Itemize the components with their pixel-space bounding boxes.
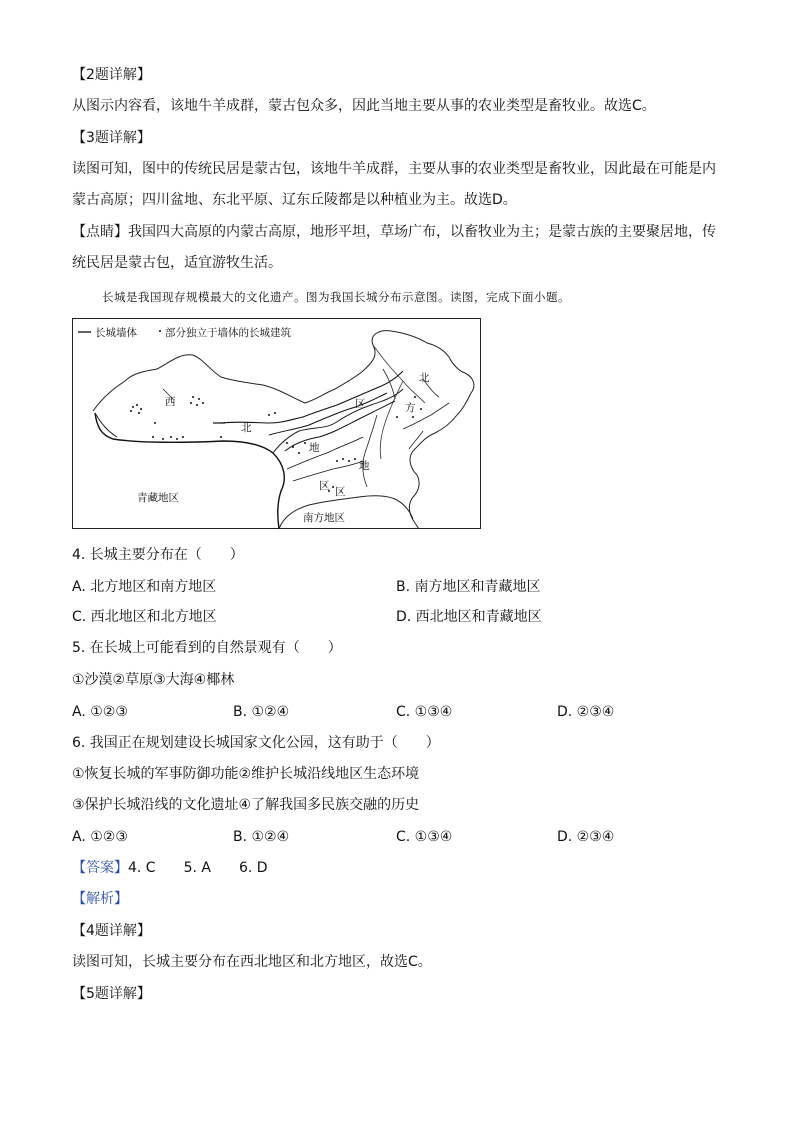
dot — [132, 406, 134, 408]
question-intro: 长城是我国现存规模最大的文化遗产。图为我国长城分布示意图。读图，完成下面小题。 — [102, 290, 570, 304]
dot — [154, 422, 156, 424]
q6-option-b[interactable]: B. ①②④ — [233, 829, 290, 845]
q3-detail-text-1: 读图可知，图中的传统民居是蒙古包，该地牛羊成群，主要从事的农业类型是畜牧业，因此最在可能是内 — [72, 161, 716, 177]
dot — [162, 438, 164, 440]
q6-items-1: ①恢复长城的军事防御功能②维护长城沿线地区生态环境 — [72, 766, 420, 782]
q4-option-d[interactable]: D. 西北地区和青藏地区 — [396, 609, 542, 625]
q6-option-c[interactable]: C. ①③④ — [396, 829, 453, 845]
dot — [348, 460, 350, 462]
dot — [412, 416, 414, 418]
q5-items: ①沙漠②草原③大海④椰林 — [72, 672, 235, 688]
dot — [304, 442, 306, 444]
dot — [274, 412, 276, 414]
q6-option-a[interactable]: A. ①②③ — [72, 829, 128, 845]
q4-option-b[interactable]: B. 南方地区和青藏地区 — [396, 579, 541, 595]
q4-detail-text: 读图可知，长城主要分布在西北地区和北方地区，故选C。 — [72, 954, 432, 970]
q4-option-c[interactable]: C. 西北地区和北方地区 — [72, 609, 217, 625]
region-qu-label-1: 区 — [355, 398, 366, 410]
answer-values: 4. C 5. A 6. D — [128, 860, 268, 876]
region-fang-label: 方 — [405, 402, 416, 414]
dot — [152, 436, 154, 438]
answer-line — [72, 859, 268, 877]
q6-option-d[interactable]: D. ②③④ — [557, 829, 615, 845]
qingzang-label: 青藏地区 — [137, 492, 179, 504]
nanfang-label: 南方地区 — [303, 512, 345, 524]
dot — [140, 408, 142, 410]
shandong-line — [409, 431, 423, 449]
region-bei-label-1: 北 — [241, 422, 252, 434]
dot — [420, 408, 422, 410]
analysis-label: 【解析】 — [72, 891, 128, 907]
great-wall-map — [72, 318, 481, 529]
dot — [138, 412, 140, 414]
dot — [396, 416, 398, 418]
q6-items-2: ③保护长城沿线的文化遗址④了解我国多民族交融的历史 — [72, 797, 420, 813]
region-qu-label-2: 区 — [335, 486, 346, 498]
q5-option-a[interactable]: A. ①②③ — [72, 704, 128, 720]
north-boundary — [380, 381, 403, 459]
dot — [196, 404, 198, 406]
region-di-label-1: 地 — [309, 442, 320, 454]
dot — [268, 414, 270, 416]
dot — [220, 436, 222, 438]
q5-option-d[interactable]: D. ②③④ — [557, 704, 615, 720]
q5-option-b[interactable]: B. ①②④ — [233, 704, 290, 720]
dot — [342, 458, 344, 460]
northwest-boundary — [273, 389, 403, 453]
q2-detail-text: 从图示内容看，该地牛羊成群，蒙古包众多，因此当地主要从事的农业类型是畜牧业。故选C。 — [72, 98, 656, 114]
comment-label: 【点睛】 — [72, 224, 128, 240]
south-boundary — [279, 496, 413, 529]
wall-building-dots — [130, 396, 422, 492]
dot — [292, 446, 294, 448]
dot — [130, 410, 132, 412]
dot — [414, 396, 416, 398]
q4-stem: 4. 长城主要分布在（ ） — [72, 547, 244, 563]
q4-option-a[interactable]: A. 北方地区和南方地区 — [72, 579, 217, 595]
q6-stem: 6. 我国正在规划建设长城国家文化公园，这有助于（ ） — [72, 735, 440, 751]
q5-detail-heading: 【5题详解】 — [72, 986, 151, 1002]
legend-building-dot — [159, 330, 161, 332]
dot — [170, 436, 172, 438]
region-di-label-2: 地 — [359, 460, 370, 472]
great-wall-main — [221, 371, 403, 423]
q3-detail-text-2: 蒙古高原；四川盆地、东北平原、辽东丘陵都是以种植业为主。故选D。 — [72, 192, 517, 208]
map-drawing — [73, 319, 482, 530]
dot — [354, 458, 356, 460]
legend-building-label: 部分独立于墙体的长城建筑 — [165, 327, 291, 339]
q4-detail-heading: 【4题详解】 — [72, 923, 151, 939]
dot — [182, 436, 184, 438]
q5-stem: 5. 在长城上可能看到的自然景观有（ ） — [72, 640, 342, 656]
dot — [190, 402, 192, 404]
region-xi-label: 西 — [165, 396, 176, 408]
q3-detail-heading: 【3题详解】 — [72, 130, 151, 146]
dot — [336, 460, 338, 462]
dot — [332, 486, 334, 488]
ne-boundary — [373, 345, 425, 403]
region-bei-label-2: 北 — [419, 372, 430, 384]
dot — [202, 402, 204, 404]
comment-line-1 — [72, 223, 716, 241]
dot — [136, 404, 138, 406]
dot — [198, 398, 200, 400]
river-line — [363, 415, 377, 487]
dot — [298, 452, 300, 454]
dot — [286, 442, 288, 444]
great-wall-third — [285, 401, 395, 451]
comment-text-2: 统民居是蒙古包，适宜游牧生活。 — [72, 255, 282, 271]
qingzang-boundary — [95, 413, 284, 529]
region-qu-label-3: 区 — [319, 480, 330, 492]
q5-option-c[interactable]: C. ①③④ — [396, 704, 453, 720]
comment-text-1: 我国四大高原的内蒙古高原，地形平坦，草场广布，以畜牧业为主；是蒙古族的主要聚居地，传 — [128, 224, 716, 240]
great-wall-fifth — [293, 461, 363, 481]
dot — [192, 396, 194, 398]
answer-label: 【答案】 — [72, 860, 128, 876]
legend-wall-label: 长城墙体 — [95, 327, 137, 339]
dot — [176, 438, 178, 440]
q2-detail-heading: 【2题详解】 — [72, 67, 151, 83]
